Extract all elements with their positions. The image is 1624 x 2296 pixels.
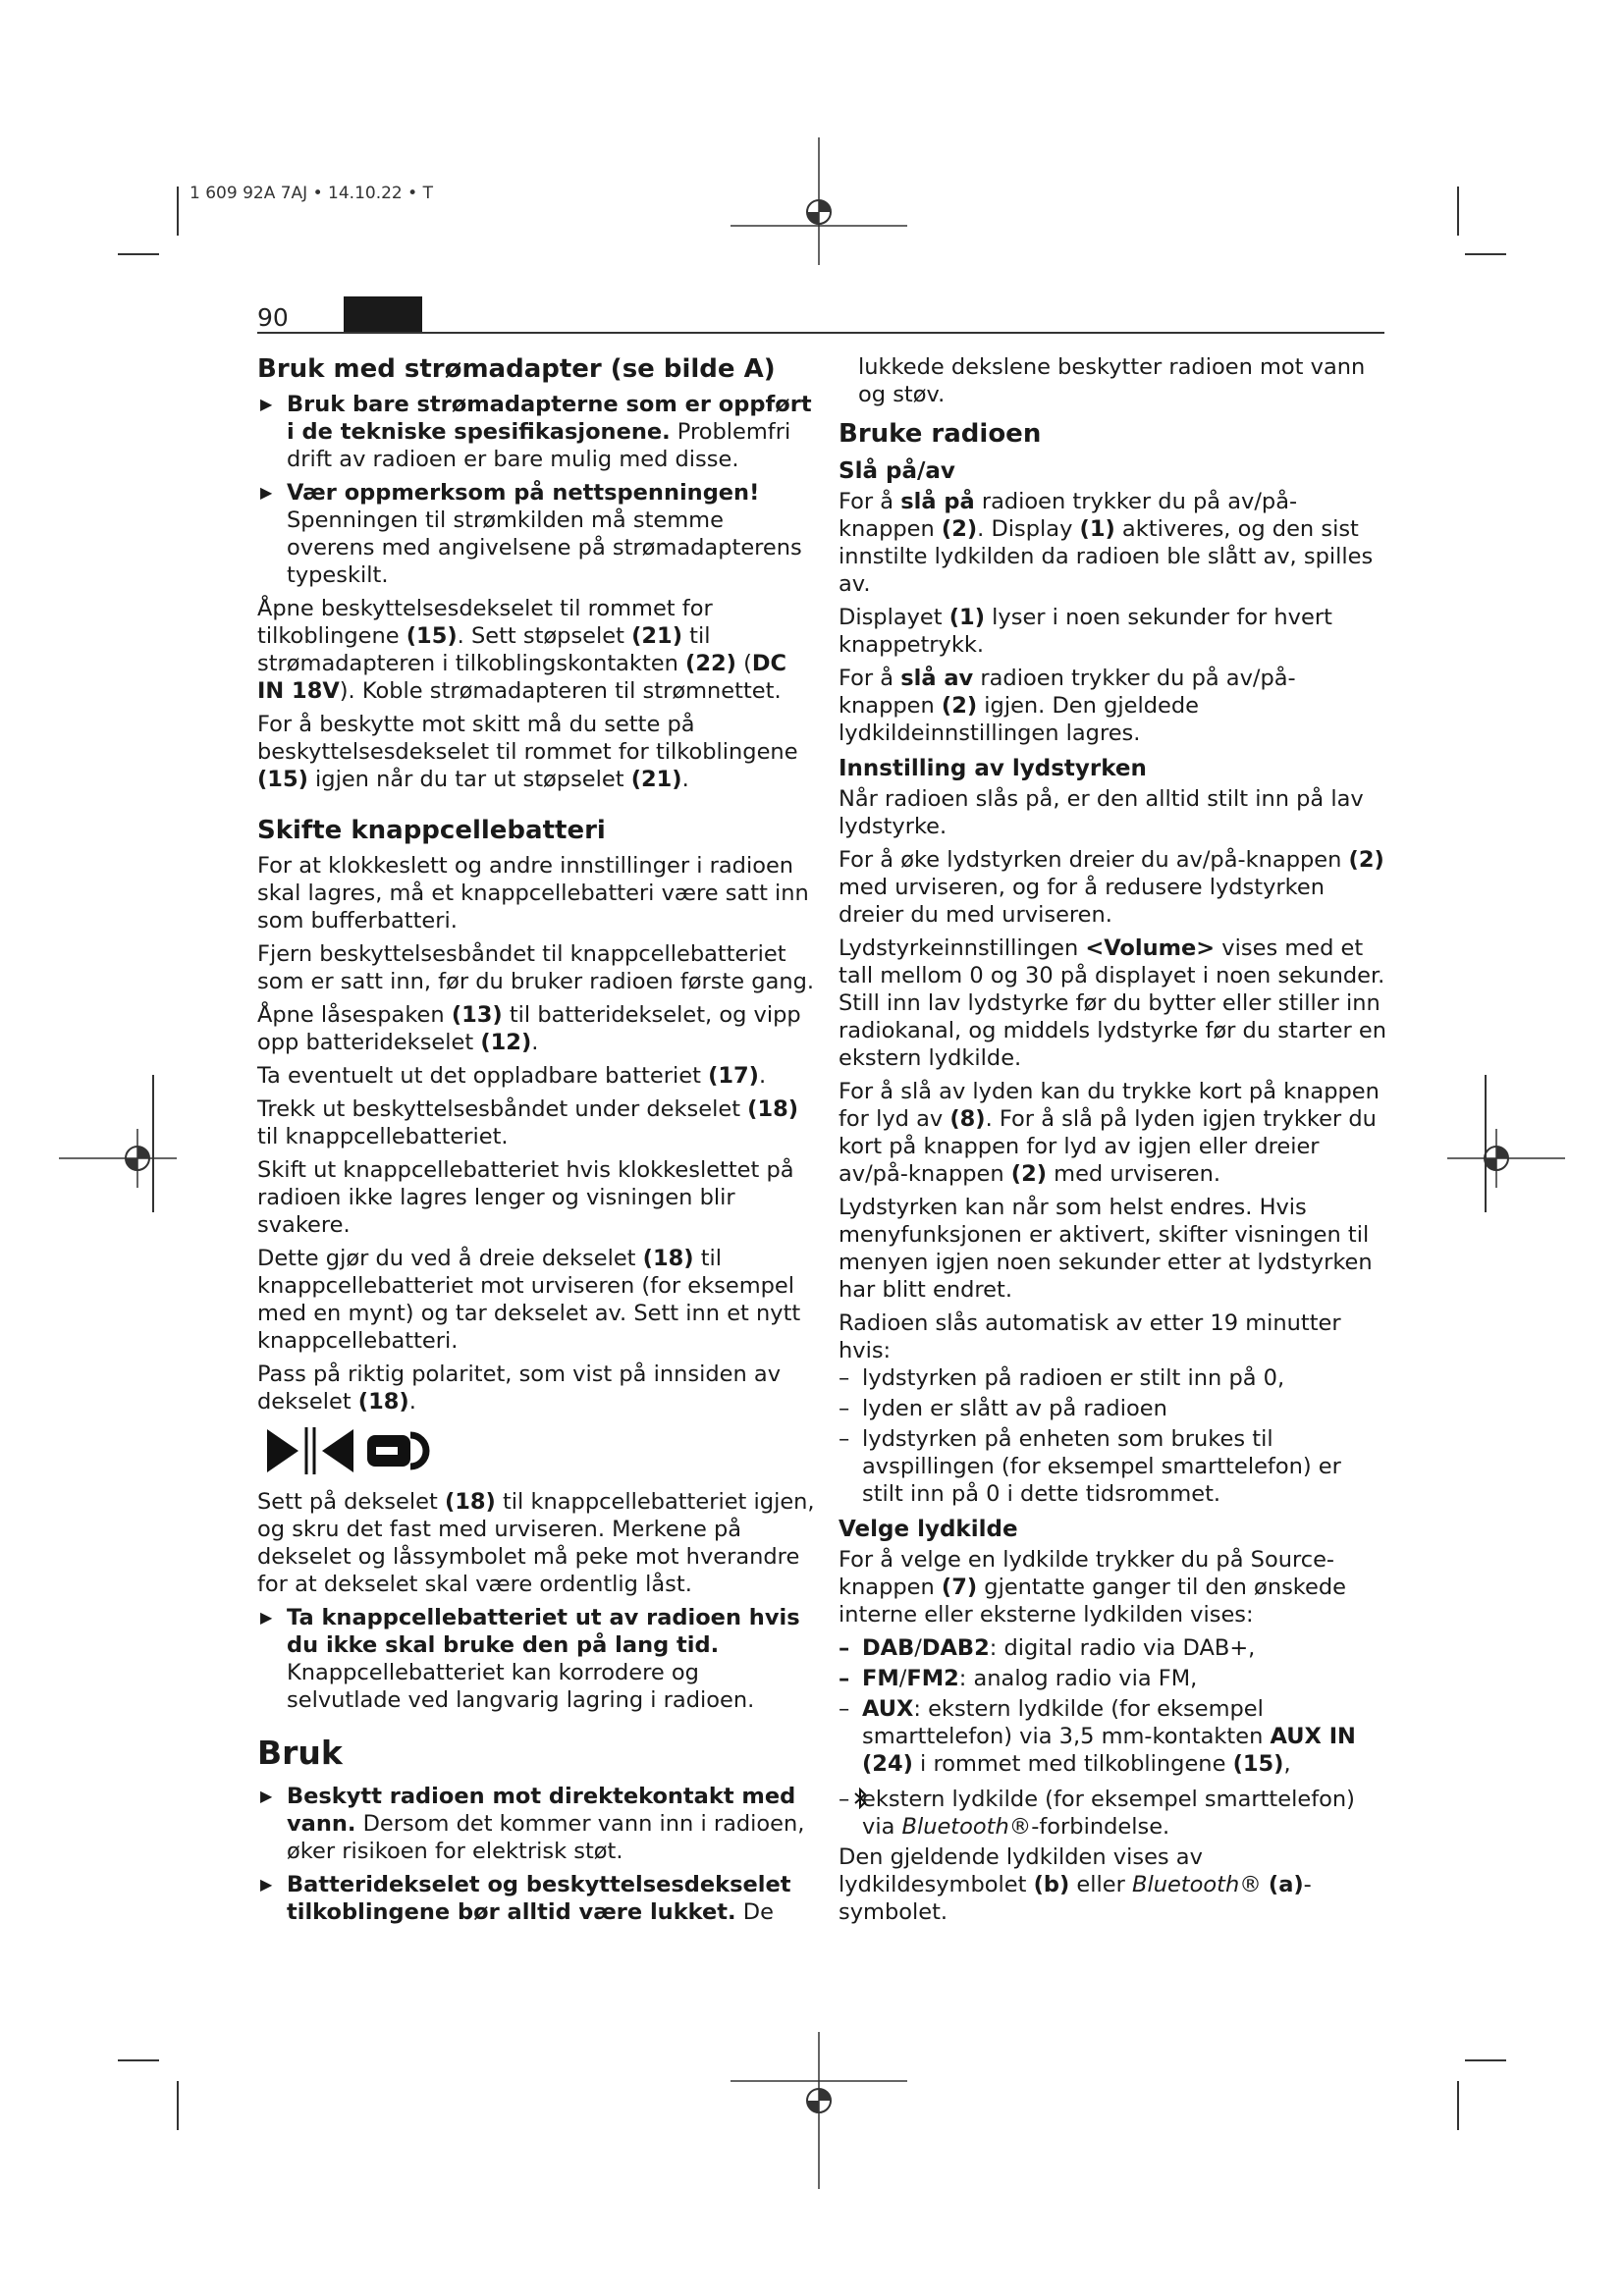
header-rule <box>257 332 1384 334</box>
ref-number: (2) <box>1010 1161 1048 1187</box>
dash-marker: – <box>839 1396 850 1421</box>
heading-volume: Innstilling av lydstyrken <box>839 756 1147 781</box>
ref-number: (21) <box>630 767 682 792</box>
warning-text: ▶ Ta knappcellebatteriet ut av radioen hvis du ikke skal bruke den på lang tid. <box>287 1605 800 1658</box>
paragraph <box>257 595 815 705</box>
dash-marker: – <box>839 1787 850 1812</box>
paragraph <box>839 604 1388 659</box>
text: igjen når du tar ut støpselet <box>307 767 631 792</box>
ref-number: (18) <box>747 1096 799 1122</box>
source-label: AUX <box>862 1696 914 1722</box>
dash-marker: – <box>839 1696 850 1722</box>
heading-use: Bruk <box>257 1734 343 1772</box>
ref-number: (17) <box>708 1063 759 1089</box>
brand-text: Bluetooth <box>1132 1872 1240 1897</box>
ref-number: (2) <box>941 516 978 542</box>
list-item <box>839 1425 1388 1508</box>
heading-on-off: Slå på/av <box>839 458 955 484</box>
text: radioen trykker du på av/på-knappen <box>839 666 1296 719</box>
text: Åpne beskyttelsesdekselet til rommet for tilkoblingene <box>257 596 713 649</box>
text: med urviseren. <box>1047 1161 1221 1187</box>
registration-mark-icon <box>59 1119 177 1198</box>
paragraph <box>257 711 815 793</box>
text: radioen trykker du på av/på-knappen <box>839 489 1298 542</box>
ref-number: (18) <box>444 1489 496 1515</box>
body-text: Spenningen til strømkilden må stemme overens med angivelsene på strømadapterens typeskilt. <box>287 507 802 588</box>
page-tab <box>344 296 422 333</box>
ref-number: (18) <box>357 1389 409 1415</box>
ref-number: (15) <box>257 767 308 792</box>
text: : analog radio via FM, <box>958 1666 1198 1691</box>
crop-mark <box>1457 2081 1459 2130</box>
ref-number: (21) <box>631 623 682 649</box>
source-label: FM2 <box>906 1666 959 1691</box>
text: For å slå av lyden kan du trykke kort på knappen for lyd av <box>839 1079 1380 1132</box>
paragraph <box>257 1245 815 1355</box>
list-text: lyden er slått av på radioen <box>862 1396 1167 1421</box>
text: Displayet <box>839 605 949 630</box>
registration-mark-icon <box>1447 1119 1565 1198</box>
text: . <box>531 1030 539 1055</box>
paragraph: Skift ut knappcellebatteriet hvis klokkeslettet på radioen ikke lagres lenger og visningen blir svakere. <box>257 1157 794 1238</box>
text: / <box>898 1666 907 1691</box>
paragraph: lukkede dekslene beskytter radioen mot vann og støv. <box>858 354 1366 407</box>
paragraph <box>839 1843 1388 1926</box>
text: For å øke lydstyrken dreier du av/på-knappen <box>839 847 1349 873</box>
text: til batteridekselet, og vipp opp batteridekselet <box>257 1002 801 1055</box>
heading-power-adapter: Bruk med strømadapter (se bilde A) <box>257 354 776 384</box>
text: / <box>914 1635 922 1661</box>
body-text: Knappcellebatteriet kan korrodere og selvutlade ved langvarig lagring i radioen. <box>287 1660 755 1713</box>
text: igjen. Den gjeldede lydkildeinnstillingen lagres. <box>839 693 1199 746</box>
text: Ta eventuelt ut det oppladbare batteriet <box>257 1063 709 1089</box>
paragraph <box>839 846 1388 929</box>
text: ®-forbindelse. <box>1008 1814 1170 1840</box>
crop-mark <box>1465 253 1506 255</box>
text: aktiveres, og den sist innstilte lydkilden da radioen ble slått av, spilles av. <box>839 516 1374 597</box>
paragraph <box>257 1001 815 1056</box>
paragraph <box>839 934 1388 1072</box>
list-item <box>839 1364 1388 1392</box>
ref-label: AUX IN (24) <box>862 1724 1356 1777</box>
print-code: 1 609 92A 7AJ • 14.10.22 • T <box>189 184 433 203</box>
registration-mark-icon <box>731 2032 907 2189</box>
heading-coin-battery: Skifte knappcellebatteri <box>257 816 606 845</box>
text: . <box>408 1389 416 1415</box>
text: ® <box>1239 1872 1269 1897</box>
text: ( <box>735 651 752 676</box>
paragraph <box>839 1078 1388 1188</box>
left-column <box>257 353 815 1932</box>
warning-bullet <box>257 1604 815 1714</box>
text: Sett på dekselet <box>257 1489 445 1515</box>
text: med urviseren, og for å redusere lydstyrken dreier du med urviseren. <box>839 875 1325 928</box>
ref-number: (15) <box>406 623 458 649</box>
dash-marker: – <box>839 1635 850 1661</box>
paragraph: Når radioen slås på, er den alltid stilt inn på lav lydstyrke. <box>839 786 1364 839</box>
dash-marker: – <box>839 1426 850 1452</box>
dash-marker: – <box>839 1666 850 1691</box>
list-item <box>839 1634 1388 1662</box>
crop-mark <box>1457 187 1459 236</box>
paragraph <box>257 1095 815 1150</box>
text: For å <box>839 666 901 691</box>
ref-number: (15) <box>1232 1751 1284 1777</box>
paragraph <box>839 488 1388 598</box>
ref-number: (18) <box>642 1246 694 1271</box>
text: . <box>758 1063 767 1089</box>
registration-mark-icon <box>731 137 907 285</box>
paragraph <box>257 1361 815 1415</box>
right-column <box>839 353 1388 1932</box>
text: ekstern lydkilde (for eksempel smarttelefon) via <box>862 1787 1355 1840</box>
ref-number: (22) <box>685 651 736 676</box>
text: . <box>681 767 689 792</box>
crop-mark <box>118 2059 159 2061</box>
text: For å <box>839 489 901 514</box>
paragraph: Fjern beskyttelsesbåndet til knappcellebatteriet som er satt inn, før du bruker radioen første gang. <box>257 941 815 994</box>
text: -symbolet. <box>839 1872 1312 1925</box>
ref-number: (1) <box>1079 516 1115 542</box>
list-text: lydstyrken på radioen er stilt inn på 0, <box>862 1365 1285 1391</box>
list-item <box>839 1395 1388 1422</box>
crop-mark <box>177 187 179 236</box>
warning-bullet <box>257 479 815 589</box>
text: Trekk ut beskyttelsesbåndet under dekselet <box>257 1096 748 1122</box>
list-text: lydstyrken på enheten som brukes til avspillingen (for eksempel smarttelefon) er stilt inn på 0 i dette tidsrommet. <box>862 1426 1341 1507</box>
display-label: <Volume> <box>1085 935 1216 961</box>
text: . For å slå på lyden igjen trykker du kort på knappen for lyd av igjen eller dreier av/på-knappen <box>839 1106 1377 1187</box>
list-item <box>839 1695 1388 1778</box>
ref-number: (2) <box>1348 847 1384 873</box>
ref-number: (a) <box>1268 1872 1304 1897</box>
warning-bullet <box>257 391 815 473</box>
ref-number: (13) <box>451 1002 503 1028</box>
text: Pass på riktig polaritet, som vist på innsiden av dekselet <box>257 1362 782 1415</box>
source-label: DAB2 <box>921 1635 990 1661</box>
text: , <box>1283 1751 1291 1777</box>
crop-mark <box>118 253 159 255</box>
ref-label: DC IN 18V <box>257 651 787 704</box>
warning-text: Beskytt radioen mot direktekontakt med vann. <box>287 1784 796 1837</box>
ref-number: (7) <box>941 1575 978 1600</box>
text: vises med et tall mellom 0 og 30 på displayet i noen sekunder. Still inn lav lydstyrke før du bytter eller stiller inn radiokanal, og middels lydstyrke før du starter en ekstern lydkilde. <box>839 935 1386 1071</box>
ref-number: (1) <box>948 605 985 630</box>
crop-mark <box>1465 2059 1506 2061</box>
emphasis: slå av <box>900 666 974 691</box>
text: Den gjeldende lydkilden vises av lydkildesymbolet <box>839 1844 1203 1897</box>
cover-lock-symbol-icon <box>263 1421 450 1480</box>
heading-select-source: Velge lydkilde <box>839 1517 1018 1542</box>
text: . Display <box>977 516 1080 542</box>
warning-text: Bruk bare strømadapterne som er oppført i de tekniske spesifikasjonene. <box>287 392 812 445</box>
text: ). Koble strømadapteren til strømnettet. <box>339 678 782 704</box>
text: lyser i noen sekunder for hvert knappetrykk. <box>839 605 1332 658</box>
text: til knappcellebatteriet. <box>257 1124 509 1149</box>
body-text: De <box>735 1899 774 1925</box>
body-text: Dersom det kommer vann inn i radioen, øker risikoen for elektrisk støt. <box>287 1811 805 1864</box>
heading-use-radio: Bruke radioen <box>839 419 1042 449</box>
text: eller <box>1069 1872 1133 1897</box>
paragraph <box>257 1488 815 1598</box>
warning-bullet <box>257 1871 815 1926</box>
source-label: FM <box>862 1666 899 1691</box>
text: Lydstyrkeinnstillingen <box>839 935 1086 961</box>
text: Dette gjør du ved å dreie dekselet <box>257 1246 643 1271</box>
ref-number: (8) <box>949 1106 986 1132</box>
bluetooth-icon <box>852 1788 868 1809</box>
crop-mark <box>177 2081 179 2130</box>
paragraph: Lydstyrken kan når som helst endres. Hvis menyfunksjonen er aktivert, skifter visningen til menyen igjen noen sekunder etter at lydstyrken har blitt endret. <box>839 1195 1373 1303</box>
warning-bullet <box>257 1783 815 1865</box>
text: i rommet med tilkoblingene <box>912 1751 1233 1777</box>
ref-number: (12) <box>480 1030 532 1055</box>
warning-text: ▶ Vær oppmerksom på nettspenningen! <box>287 480 760 506</box>
page-number: 90 <box>257 303 289 332</box>
text: til knappcellebatteriet igjen, og skru det fast med urviseren. Merkene på dekselet og låssymbolet må peke mot hverandre for at dekselet skal være ordentlig låst. <box>257 1489 815 1597</box>
body-text: Problemfri drift av radioen er bare mulig med disse. <box>287 419 791 472</box>
paragraph <box>257 1062 815 1090</box>
text: For å velge en lydkilde trykker du på Source-knappen <box>839 1547 1335 1600</box>
text: gjentatte ganger til den ønskede interne eller eksterne lydkilden vises: <box>839 1575 1346 1628</box>
brand-text: Bluetooth <box>901 1814 1009 1840</box>
text: til knappcellebatteriet mot urviseren (for eksempel med en mynt) og tar dekselet av. Sett inn et nytt knappcellebatteri. <box>257 1246 801 1354</box>
ref-number: (2) <box>941 693 978 719</box>
text: For å beskytte mot skitt må du sette på beskyttelsesdekselet til rommet for tilkoblingene <box>257 712 798 765</box>
text: . Sett støpselet <box>457 623 632 649</box>
paragraph: For at klokkeslett og andre innstillinger i radioen skal lagres, må et knappcellebatteri være satt inn som bufferbatteri. <box>257 853 809 934</box>
text: Åpne låsespaken <box>257 1002 452 1028</box>
source-label: DAB <box>862 1635 915 1661</box>
paragraph: Radioen slås automatisk av etter 19 minutter hvis: <box>839 1310 1341 1363</box>
ref-number: (b) <box>1033 1872 1070 1897</box>
list-item <box>839 1786 1388 1841</box>
text: : digital radio via DAB+, <box>989 1635 1256 1661</box>
list-item <box>839 1665 1388 1692</box>
text: : ekstern lydkilde (for eksempel smarttelefon) via 3,5 mm-kontakten <box>862 1696 1271 1749</box>
emphasis: slå på <box>900 489 975 514</box>
warning-text: Batteridekselet og beskyttelsesdekselet tilkoblingene bør alltid være lukket. <box>287 1872 791 1925</box>
paragraph <box>839 665 1388 747</box>
paragraph <box>839 1546 1388 1629</box>
dash-marker: – <box>839 1365 850 1391</box>
text: til strømadapteren i tilkoblingskontakten <box>257 623 711 676</box>
